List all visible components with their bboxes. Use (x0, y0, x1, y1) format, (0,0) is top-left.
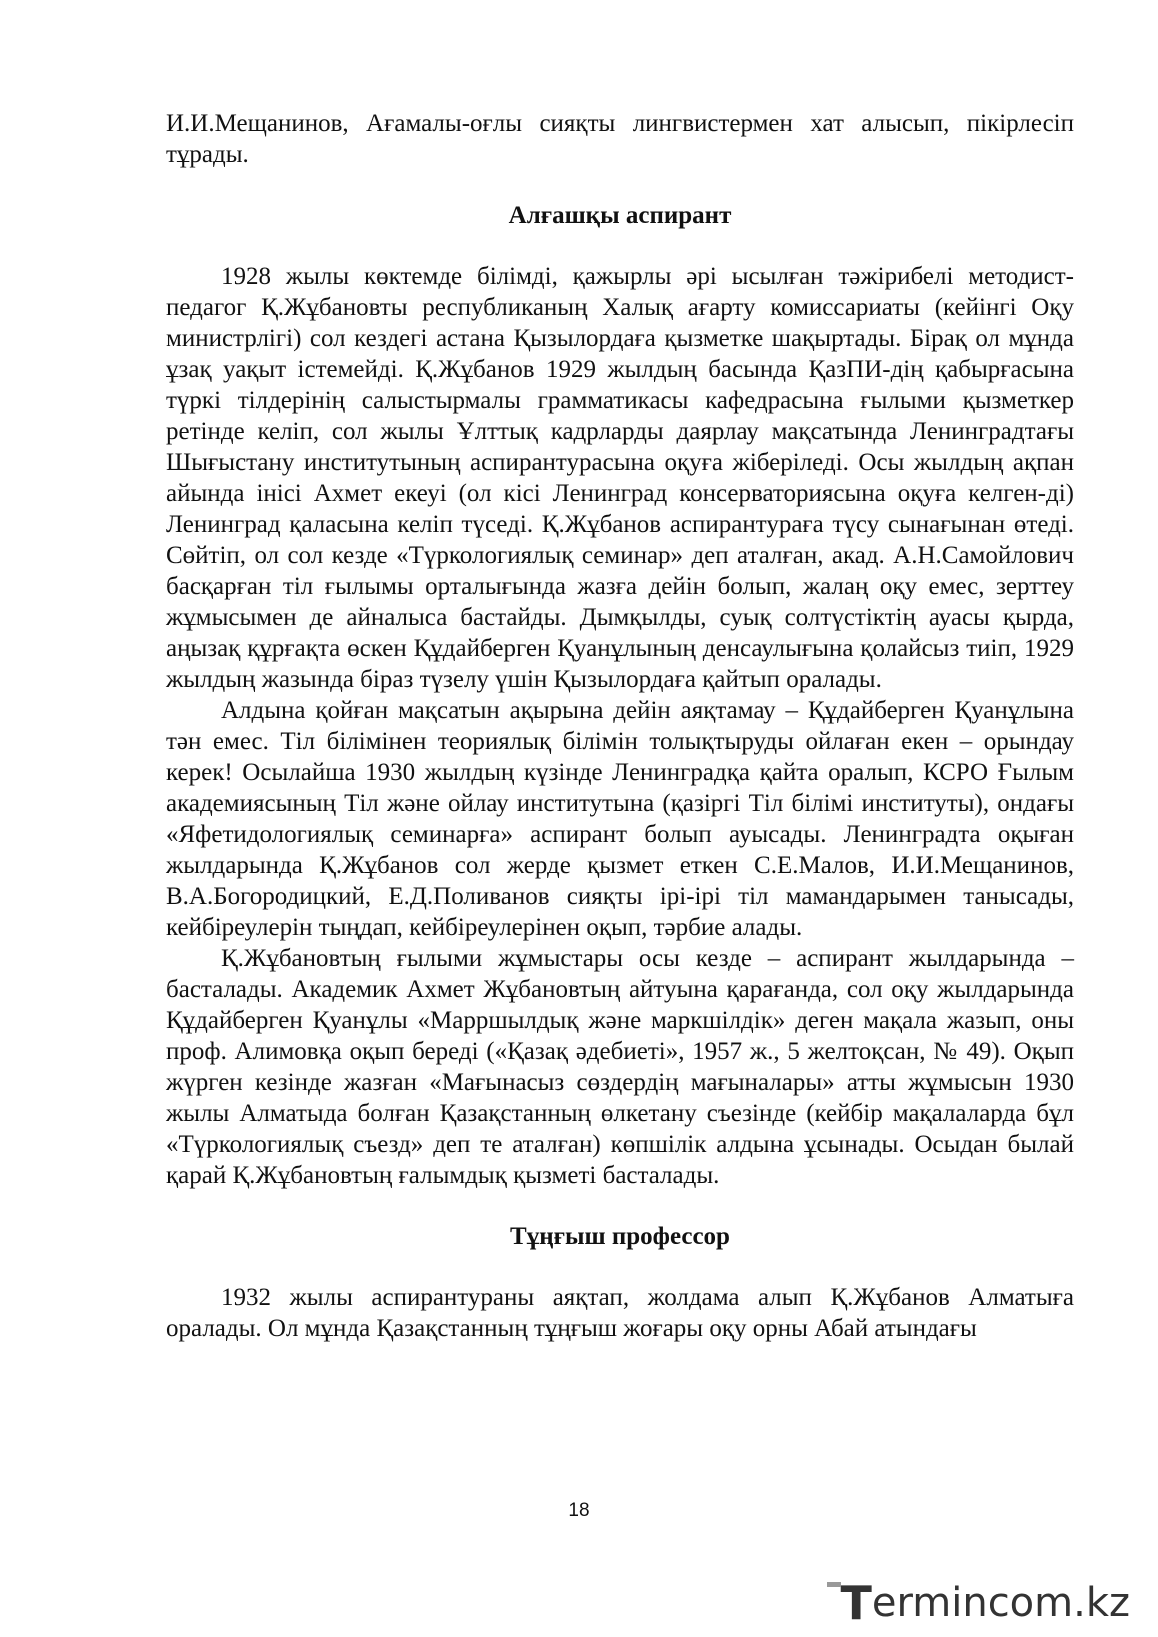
paragraph: Алдына қойған мақсатын ақырына дейін аяқтамау – Құдайберген Қуанұлына тән емес. Тіл білімінен теориялық білімін толықтыруды ойлаған екен – орындау керек! Осылайша 1930 жылдың күзінде Ленинградқа қайта оралып, КСРО Ғылым академиясының Тіл және ойлау институтына (қазіргі Тіл білімі институты), ондағы «Яфетидологиялық семинарға» аспирант болып ауысады. Ленинградта оқыған жылдарында Қ.Жұбанов сол жерде қызмет еткен С.Е.Малов, И.И.Мещанинов, В.А.Богородицкий, Е.Д.Поливанов сияқты ірі-ірі тіл мамандарымен танысады, кейбіреулерін тыңдап, кейбіреулерінен оқып, тәрбие алады. (166, 697, 1074, 941)
spacer (166, 1191, 1074, 1221)
paragraph: Қ.Жұбановтың ғылыми жұмыстары осы кезде – аспирант жылдарында – басталады. Академик Ахмет Жұбановтың айтуына қарағанда, сол оқу жылдарында Құдайберген Қуанұлы «Марршылдық және маркшілдік» деген мақала жазып, оны проф. Алимовқа оқып береді («Қазақ әдебиеті», 1957 ж., 5 желтоқсан, № 49). Оқып жүрген кезінде жазған «Мағынасыз сөздердің мағыналары» атты жұмысын 1930 жылы Алматыда болған Қазақстанның өлкетану съезінде (кейбір мақалаларда бұл «Түркологиялық съезд» деп те аталған) көпшілік алдына ұсынады. Осыдан былай қарай Қ.Жұбановтың ғалымдық қызметі басталады. (166, 945, 1074, 1189)
document-page (166, 108, 1074, 1344)
section-heading-first-aspirant: Алғашқы аспирант (508, 202, 732, 229)
watermark-text: ermincom.kz (871, 1580, 1130, 1626)
watermark-first-letter: T (840, 1576, 872, 1630)
spacer (166, 170, 1074, 200)
page-number: 18 (568, 1500, 590, 1521)
section-heading-first-professor: Тұңғыш профессор (510, 1223, 730, 1250)
spacer (166, 231, 1074, 261)
paragraph: 1932 жылы аспирантураны аяқтап, жолдама алып Қ.Жұбанов Алматыға оралады. Ол мұнда Қазақстанның тұңғыш жоғары оқу орны Абай атындағы (166, 1284, 1074, 1342)
paragraph-continuation: И.И.Мещанинов, Ағамалы-оғлы сияқты лингвистермен хат алысып, пікірлесіп тұрады. (166, 110, 1074, 168)
spacer (166, 1252, 1074, 1282)
paragraph: 1928 жылы көктемде білімді, қажырлы әрі ысылған тәжірибелі методист-педагог Қ.Жұбановты республиканың Халық ағарту комиссариаты (кейінгі Оқу министрлігі) сол кездегі астана Қызылордаға қызметке шақыртады. Бірақ ол мұнда ұзақ уақыт істемейді. Қ.Жұбанов 1929 жылдың басында ҚазПИ-дің қабырғасына түркі тілдерінің салыстырмалы грамматикасы кафедрасына ғылыми қызметкер ретінде келіп, сол жылы Ұлттық кадрларды даярлау мақсатында Ленинградтағы Шығыстану институтының аспирантурасына оқуға жіберіледі. Осы жылдың ақпан айында інісі Ахмет екеуі (ол кісі Ленинград консерваториясына оқуға келген-ді) Ленинград қаласына келіп түседі. Қ.Жұбанов аспирантураға түсу сынағынан өтеді. Сөйтіп, ол сол кезде «Түркологиялық семинар» деп аталған, акад. А.Н.Самойлович басқарған тіл ғылымы орталығында жазға дейін болып, жалаң оқу емес, зерттеу жұмысымен де айналыса бастайды. Дымқылды, суық солтүстіктің ауасы қырда, аңызақ құрғақта өскен Құдайберген Қуанұлының денсаулығына қолайсыз тиіп, 1929 жылдың жазында біраз түзелу үшін Қызылордаға қайтып оралады. (166, 263, 1074, 693)
termincom-logo-icon (840, 1576, 1130, 1630)
